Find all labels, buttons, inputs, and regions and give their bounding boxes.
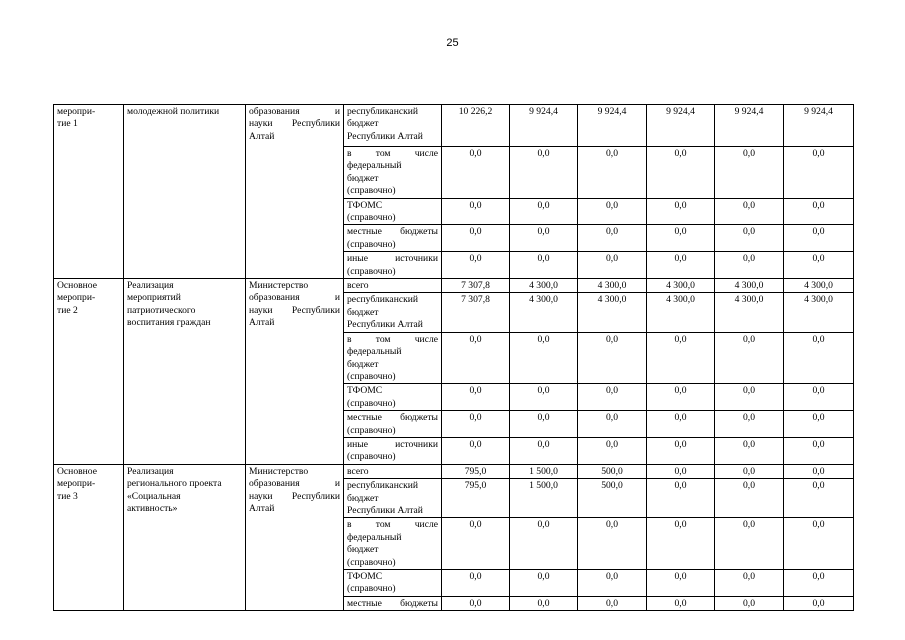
amount-cell: 0,0 bbox=[784, 147, 854, 199]
event-name-cell bbox=[124, 105, 246, 279]
cell-word: и bbox=[334, 106, 340, 117]
amount-cell: 0,0 bbox=[578, 518, 647, 570]
cell-line bbox=[347, 118, 438, 130]
amount-cell: 0,0 bbox=[442, 518, 510, 570]
cell-line bbox=[347, 439, 438, 451]
cell-line bbox=[347, 239, 438, 251]
cell-word: меропри- bbox=[57, 292, 96, 304]
cell-line bbox=[57, 466, 120, 478]
amount-cell: 0,0 bbox=[578, 332, 647, 384]
cell-word: бюджеты bbox=[400, 597, 438, 609]
cell-word: бюджет bbox=[347, 118, 379, 130]
cell-line bbox=[347, 212, 438, 224]
funding-source-cell bbox=[344, 384, 442, 411]
amount-cell: 1 500,0 bbox=[510, 479, 578, 518]
funding-source-cell bbox=[344, 464, 442, 478]
cell-line bbox=[127, 503, 242, 515]
funding-source-cell bbox=[344, 225, 442, 252]
cell-word: (справочно) bbox=[347, 583, 396, 595]
amount-cell: 0,0 bbox=[647, 518, 715, 570]
amount-cell: 0,0 bbox=[715, 596, 784, 610]
cell-word: образования bbox=[249, 478, 300, 490]
cell-word: федеральный bbox=[347, 531, 402, 543]
table-row bbox=[54, 105, 854, 147]
cell-word: федеральный bbox=[347, 160, 402, 172]
amount-cell: 0,0 bbox=[578, 437, 647, 464]
amount-cell: 4 300,0 bbox=[578, 279, 647, 293]
funding-table bbox=[53, 104, 854, 611]
amount-cell: 0,0 bbox=[442, 225, 510, 252]
amount-cell: 0,0 bbox=[784, 332, 854, 384]
amount-cell: 0,0 bbox=[510, 225, 578, 252]
cell-line bbox=[127, 280, 242, 292]
amount-cell: 0,0 bbox=[784, 225, 854, 252]
amount-cell: 0,0 bbox=[784, 464, 854, 478]
cell-word: Республики Алтай bbox=[347, 319, 423, 331]
cell-line bbox=[347, 131, 438, 143]
cell-line bbox=[347, 451, 438, 463]
amount-cell: 0,0 bbox=[715, 252, 784, 279]
amount-cell: 0,0 bbox=[510, 518, 578, 570]
cell-line bbox=[57, 491, 120, 503]
cell-word: республиканский bbox=[347, 106, 419, 117]
cell-word: местные bbox=[347, 412, 382, 424]
cell-line bbox=[347, 412, 438, 424]
amount-cell: 10 226,2 bbox=[442, 105, 510, 147]
cell-word: (справочно) bbox=[347, 212, 396, 224]
cell-line bbox=[249, 478, 340, 490]
amount-cell: 0,0 bbox=[442, 147, 510, 199]
cell-line bbox=[127, 106, 242, 118]
amount-cell: 0,0 bbox=[510, 570, 578, 597]
cell-word: патриотического bbox=[127, 304, 196, 316]
amount-cell: 0,0 bbox=[784, 596, 854, 610]
cell-line bbox=[249, 118, 340, 130]
cell-line bbox=[347, 148, 438, 160]
amount-cell: 0,0 bbox=[715, 479, 784, 518]
amount-cell: 0,0 bbox=[784, 252, 854, 279]
cell-line bbox=[127, 305, 242, 317]
cell-line bbox=[347, 571, 438, 583]
cell-line bbox=[347, 493, 438, 505]
cell-word: источники bbox=[395, 253, 438, 265]
funding-source-cell bbox=[344, 105, 442, 147]
amount-cell: 0,0 bbox=[784, 384, 854, 411]
executor-cell bbox=[246, 464, 344, 610]
cell-word: науки bbox=[249, 118, 273, 130]
cell-word: (справочно) bbox=[347, 397, 396, 409]
cell-line bbox=[57, 478, 120, 490]
cell-word: воспитания граждан bbox=[127, 317, 211, 329]
event-cell bbox=[54, 105, 124, 279]
cell-word: меропри- bbox=[57, 106, 96, 117]
cell-line bbox=[347, 334, 438, 346]
cell-word: (справочно) bbox=[347, 185, 396, 197]
cell-word: (справочно) bbox=[347, 370, 396, 382]
table-row bbox=[54, 464, 854, 478]
cell-word: тие 2 bbox=[57, 304, 78, 316]
amount-cell: 0,0 bbox=[647, 225, 715, 252]
funding-source-cell bbox=[344, 479, 442, 518]
amount-cell: 7 307,8 bbox=[442, 293, 510, 332]
cell-line bbox=[347, 480, 438, 492]
amount-cell: 0,0 bbox=[647, 596, 715, 610]
cell-word: Министерство bbox=[249, 280, 309, 292]
cell-word: Республики Алтай bbox=[347, 130, 423, 142]
amount-cell: 0,0 bbox=[510, 437, 578, 464]
amount-cell: 0,0 bbox=[715, 570, 784, 597]
cell-line bbox=[347, 226, 438, 238]
event-cell bbox=[54, 464, 124, 610]
amount-cell: 0,0 bbox=[784, 198, 854, 225]
amount-cell: 0,0 bbox=[578, 570, 647, 597]
amount-cell: 9 924,4 bbox=[715, 105, 784, 147]
cell-word: в bbox=[347, 519, 352, 531]
cell-line bbox=[347, 532, 438, 544]
cell-word: в bbox=[347, 333, 352, 345]
cell-line bbox=[347, 371, 438, 383]
cell-word: Основное bbox=[57, 465, 97, 477]
cell-line bbox=[347, 253, 438, 265]
cell-line bbox=[57, 305, 120, 317]
cell-word: и bbox=[334, 292, 340, 304]
amount-cell: 4 300,0 bbox=[510, 293, 578, 332]
cell-word: всего bbox=[347, 280, 369, 292]
amount-cell: 4 300,0 bbox=[647, 293, 715, 332]
cell-word: ТФОМС bbox=[347, 385, 383, 397]
amount-cell: 0,0 bbox=[510, 332, 578, 384]
cell-word: «Социальная bbox=[127, 490, 181, 502]
cell-line bbox=[249, 305, 340, 317]
cell-line bbox=[347, 598, 438, 610]
cell-word: (справочно) bbox=[347, 424, 396, 436]
cell-word: числе bbox=[414, 519, 438, 531]
cell-line bbox=[347, 544, 438, 556]
cell-line bbox=[347, 319, 438, 331]
amount-cell: 0,0 bbox=[442, 198, 510, 225]
cell-word: том bbox=[375, 333, 391, 345]
cell-word: республиканский bbox=[347, 294, 419, 306]
amount-cell: 0,0 bbox=[510, 411, 578, 438]
cell-word: числе bbox=[414, 333, 438, 345]
amount-cell: 0,0 bbox=[784, 479, 854, 518]
cell-word: иные bbox=[347, 438, 368, 450]
cell-line bbox=[249, 491, 340, 503]
cell-line bbox=[249, 292, 340, 304]
amount-cell: 0,0 bbox=[784, 570, 854, 597]
funding-source-cell bbox=[344, 596, 442, 610]
cell-line bbox=[57, 118, 120, 130]
amount-cell: 0,0 bbox=[647, 479, 715, 518]
amount-cell: 0,0 bbox=[578, 225, 647, 252]
cell-word: (справочно) bbox=[347, 265, 396, 277]
amount-cell: 0,0 bbox=[442, 437, 510, 464]
amount-cell: 0,0 bbox=[510, 198, 578, 225]
cell-line bbox=[249, 106, 340, 118]
cell-line bbox=[127, 466, 242, 478]
amount-cell: 9 924,4 bbox=[578, 105, 647, 147]
cell-word: Алтай bbox=[249, 502, 275, 514]
cell-line bbox=[347, 160, 438, 172]
cell-word: местные bbox=[347, 597, 382, 609]
amount-cell: 0,0 bbox=[442, 332, 510, 384]
cell-line bbox=[347, 385, 438, 397]
amount-cell: 0,0 bbox=[510, 596, 578, 610]
cell-line bbox=[249, 503, 340, 515]
amount-cell: 0,0 bbox=[578, 596, 647, 610]
amount-cell: 0,0 bbox=[715, 332, 784, 384]
amount-cell: 4 300,0 bbox=[715, 279, 784, 293]
cell-line bbox=[347, 106, 438, 118]
amount-cell: 0,0 bbox=[442, 596, 510, 610]
cell-line bbox=[347, 185, 438, 197]
cell-line bbox=[347, 505, 438, 517]
cell-word: бюджет bbox=[347, 306, 379, 318]
cell-word: бюджет bbox=[347, 492, 379, 504]
table-row bbox=[54, 279, 854, 293]
cell-word: Реализация bbox=[127, 465, 174, 477]
cell-word: Республики Алтай bbox=[347, 504, 423, 516]
cell-line bbox=[249, 131, 340, 143]
cell-word: (справочно) bbox=[347, 238, 396, 250]
cell-line bbox=[347, 200, 438, 212]
amount-cell: 1 500,0 bbox=[510, 464, 578, 478]
cell-word: (справочно) bbox=[347, 451, 396, 463]
cell-word: меропри- bbox=[57, 478, 96, 490]
amount-cell: 4 300,0 bbox=[715, 293, 784, 332]
amount-cell: 0,0 bbox=[715, 384, 784, 411]
funding-table-body bbox=[54, 105, 854, 611]
amount-cell: 4 300,0 bbox=[510, 279, 578, 293]
cell-word: Алтай bbox=[249, 130, 275, 142]
amount-cell: 0,0 bbox=[715, 518, 784, 570]
amount-cell: 500,0 bbox=[578, 479, 647, 518]
cell-word: Алтай bbox=[249, 317, 275, 329]
page-number: 25 bbox=[446, 37, 459, 49]
amount-cell: 0,0 bbox=[578, 198, 647, 225]
cell-word: бюджеты bbox=[400, 226, 438, 238]
cell-line bbox=[347, 398, 438, 410]
cell-word: Реализация bbox=[127, 280, 174, 292]
amount-cell: 0,0 bbox=[442, 411, 510, 438]
cell-word: источники bbox=[395, 438, 438, 450]
cell-word: всего bbox=[347, 465, 369, 477]
cell-word: мероприятий bbox=[127, 292, 181, 304]
cell-line bbox=[347, 173, 438, 185]
amount-cell: 0,0 bbox=[578, 147, 647, 199]
amount-cell: 0,0 bbox=[510, 252, 578, 279]
executor-cell bbox=[246, 105, 344, 279]
amount-cell: 0,0 bbox=[442, 384, 510, 411]
cell-word: ТФОМС bbox=[347, 571, 383, 582]
cell-word: регионального проекта bbox=[127, 478, 222, 490]
amount-cell: 0,0 bbox=[442, 252, 510, 279]
cell-word: в bbox=[347, 148, 352, 159]
cell-word: Республики bbox=[291, 304, 340, 316]
amount-cell: 795,0 bbox=[442, 479, 510, 518]
amount-cell: 0,0 bbox=[647, 437, 715, 464]
cell-line bbox=[347, 557, 438, 569]
funding-source-cell bbox=[344, 411, 442, 438]
amount-cell: 0,0 bbox=[647, 332, 715, 384]
event-name-cell bbox=[124, 279, 246, 465]
funding-source-cell bbox=[344, 293, 442, 332]
cell-word: молодежной политики bbox=[127, 106, 220, 117]
cell-line bbox=[127, 491, 242, 503]
cell-word: бюджет bbox=[347, 544, 379, 556]
amount-cell: 0,0 bbox=[578, 411, 647, 438]
amount-cell: 0,0 bbox=[578, 384, 647, 411]
amount-cell: 0,0 bbox=[715, 147, 784, 199]
cell-word: Республики bbox=[291, 490, 340, 502]
amount-cell: 0,0 bbox=[784, 411, 854, 438]
amount-cell: 0,0 bbox=[784, 518, 854, 570]
amount-cell: 4 300,0 bbox=[784, 293, 854, 332]
cell-word: Основное bbox=[57, 280, 97, 292]
amount-cell: 0,0 bbox=[715, 198, 784, 225]
amount-cell: 9 924,4 bbox=[510, 105, 578, 147]
amount-cell: 0,0 bbox=[647, 464, 715, 478]
cell-word: числе bbox=[414, 148, 438, 159]
cell-line bbox=[57, 292, 120, 304]
event-name-cell bbox=[124, 464, 246, 610]
cell-line bbox=[347, 346, 438, 358]
amount-cell: 7 307,8 bbox=[442, 279, 510, 293]
amount-cell: 0,0 bbox=[647, 384, 715, 411]
amount-cell: 9 924,4 bbox=[647, 105, 715, 147]
amount-cell: 0,0 bbox=[715, 464, 784, 478]
amount-cell: 9 924,4 bbox=[784, 105, 854, 147]
cell-word: том bbox=[375, 148, 391, 159]
amount-cell: 0,0 bbox=[715, 225, 784, 252]
amount-cell: 795,0 bbox=[442, 464, 510, 478]
amount-cell: 0,0 bbox=[578, 252, 647, 279]
cell-line bbox=[347, 294, 438, 306]
cell-word: республиканский bbox=[347, 480, 419, 492]
funding-source-cell bbox=[344, 279, 442, 293]
cell-word: науки bbox=[249, 490, 273, 502]
cell-line bbox=[127, 317, 242, 329]
funding-source-cell bbox=[344, 252, 442, 279]
cell-word: (справочно) bbox=[347, 556, 396, 568]
amount-cell: 0,0 bbox=[715, 437, 784, 464]
cell-word: иные bbox=[347, 253, 368, 265]
cell-word: образования bbox=[249, 292, 300, 304]
funding-source-cell bbox=[344, 198, 442, 225]
amount-cell: 0,0 bbox=[647, 411, 715, 438]
cell-line bbox=[347, 266, 438, 278]
cell-word: тие 1 bbox=[57, 118, 78, 130]
cell-word: Республики bbox=[291, 118, 340, 130]
cell-word: образования bbox=[249, 106, 300, 117]
amount-cell: 0,0 bbox=[442, 570, 510, 597]
cell-word: науки bbox=[249, 304, 273, 316]
amount-cell: 0,0 bbox=[647, 198, 715, 225]
cell-word: активность» bbox=[127, 502, 178, 514]
amount-cell: 4 300,0 bbox=[784, 279, 854, 293]
cell-word: ТФОМС bbox=[347, 199, 383, 211]
cell-word: местные bbox=[347, 226, 382, 238]
amount-cell: 0,0 bbox=[784, 437, 854, 464]
cell-line bbox=[347, 280, 438, 292]
amount-cell: 0,0 bbox=[510, 384, 578, 411]
amount-cell: 4 300,0 bbox=[647, 279, 715, 293]
amount-cell: 0,0 bbox=[647, 252, 715, 279]
cell-word: бюджет bbox=[347, 172, 379, 184]
amount-cell: 0,0 bbox=[715, 411, 784, 438]
amount-cell: 0,0 bbox=[647, 147, 715, 199]
amount-cell: 0,0 bbox=[510, 147, 578, 199]
cell-word: федеральный bbox=[347, 346, 402, 358]
cell-word: Министерство bbox=[249, 465, 309, 477]
cell-line bbox=[249, 466, 340, 478]
executor-cell bbox=[246, 279, 344, 465]
funding-source-cell bbox=[344, 147, 442, 199]
cell-line bbox=[249, 317, 340, 329]
cell-word: тие 3 bbox=[57, 490, 78, 502]
cell-line bbox=[249, 280, 340, 292]
funding-source-cell bbox=[344, 332, 442, 384]
cell-line bbox=[347, 425, 438, 437]
funding-source-cell bbox=[344, 437, 442, 464]
cell-line bbox=[127, 292, 242, 304]
cell-line bbox=[347, 519, 438, 531]
amount-cell: 500,0 bbox=[578, 464, 647, 478]
cell-word: бюджет bbox=[347, 358, 379, 370]
cell-line bbox=[57, 106, 120, 118]
cell-word: и bbox=[334, 478, 340, 490]
cell-line bbox=[57, 280, 120, 292]
event-cell bbox=[54, 279, 124, 465]
amount-cell: 0,0 bbox=[647, 570, 715, 597]
cell-line bbox=[347, 359, 438, 371]
amount-cell: 4 300,0 bbox=[578, 293, 647, 332]
cell-line bbox=[347, 466, 438, 478]
cell-line bbox=[347, 307, 438, 319]
funding-source-cell bbox=[344, 518, 442, 570]
funding-source-cell bbox=[344, 570, 442, 597]
cell-word: том bbox=[375, 519, 391, 531]
cell-line bbox=[127, 478, 242, 490]
cell-line bbox=[347, 583, 438, 595]
cell-word: бюджеты bbox=[400, 412, 438, 424]
